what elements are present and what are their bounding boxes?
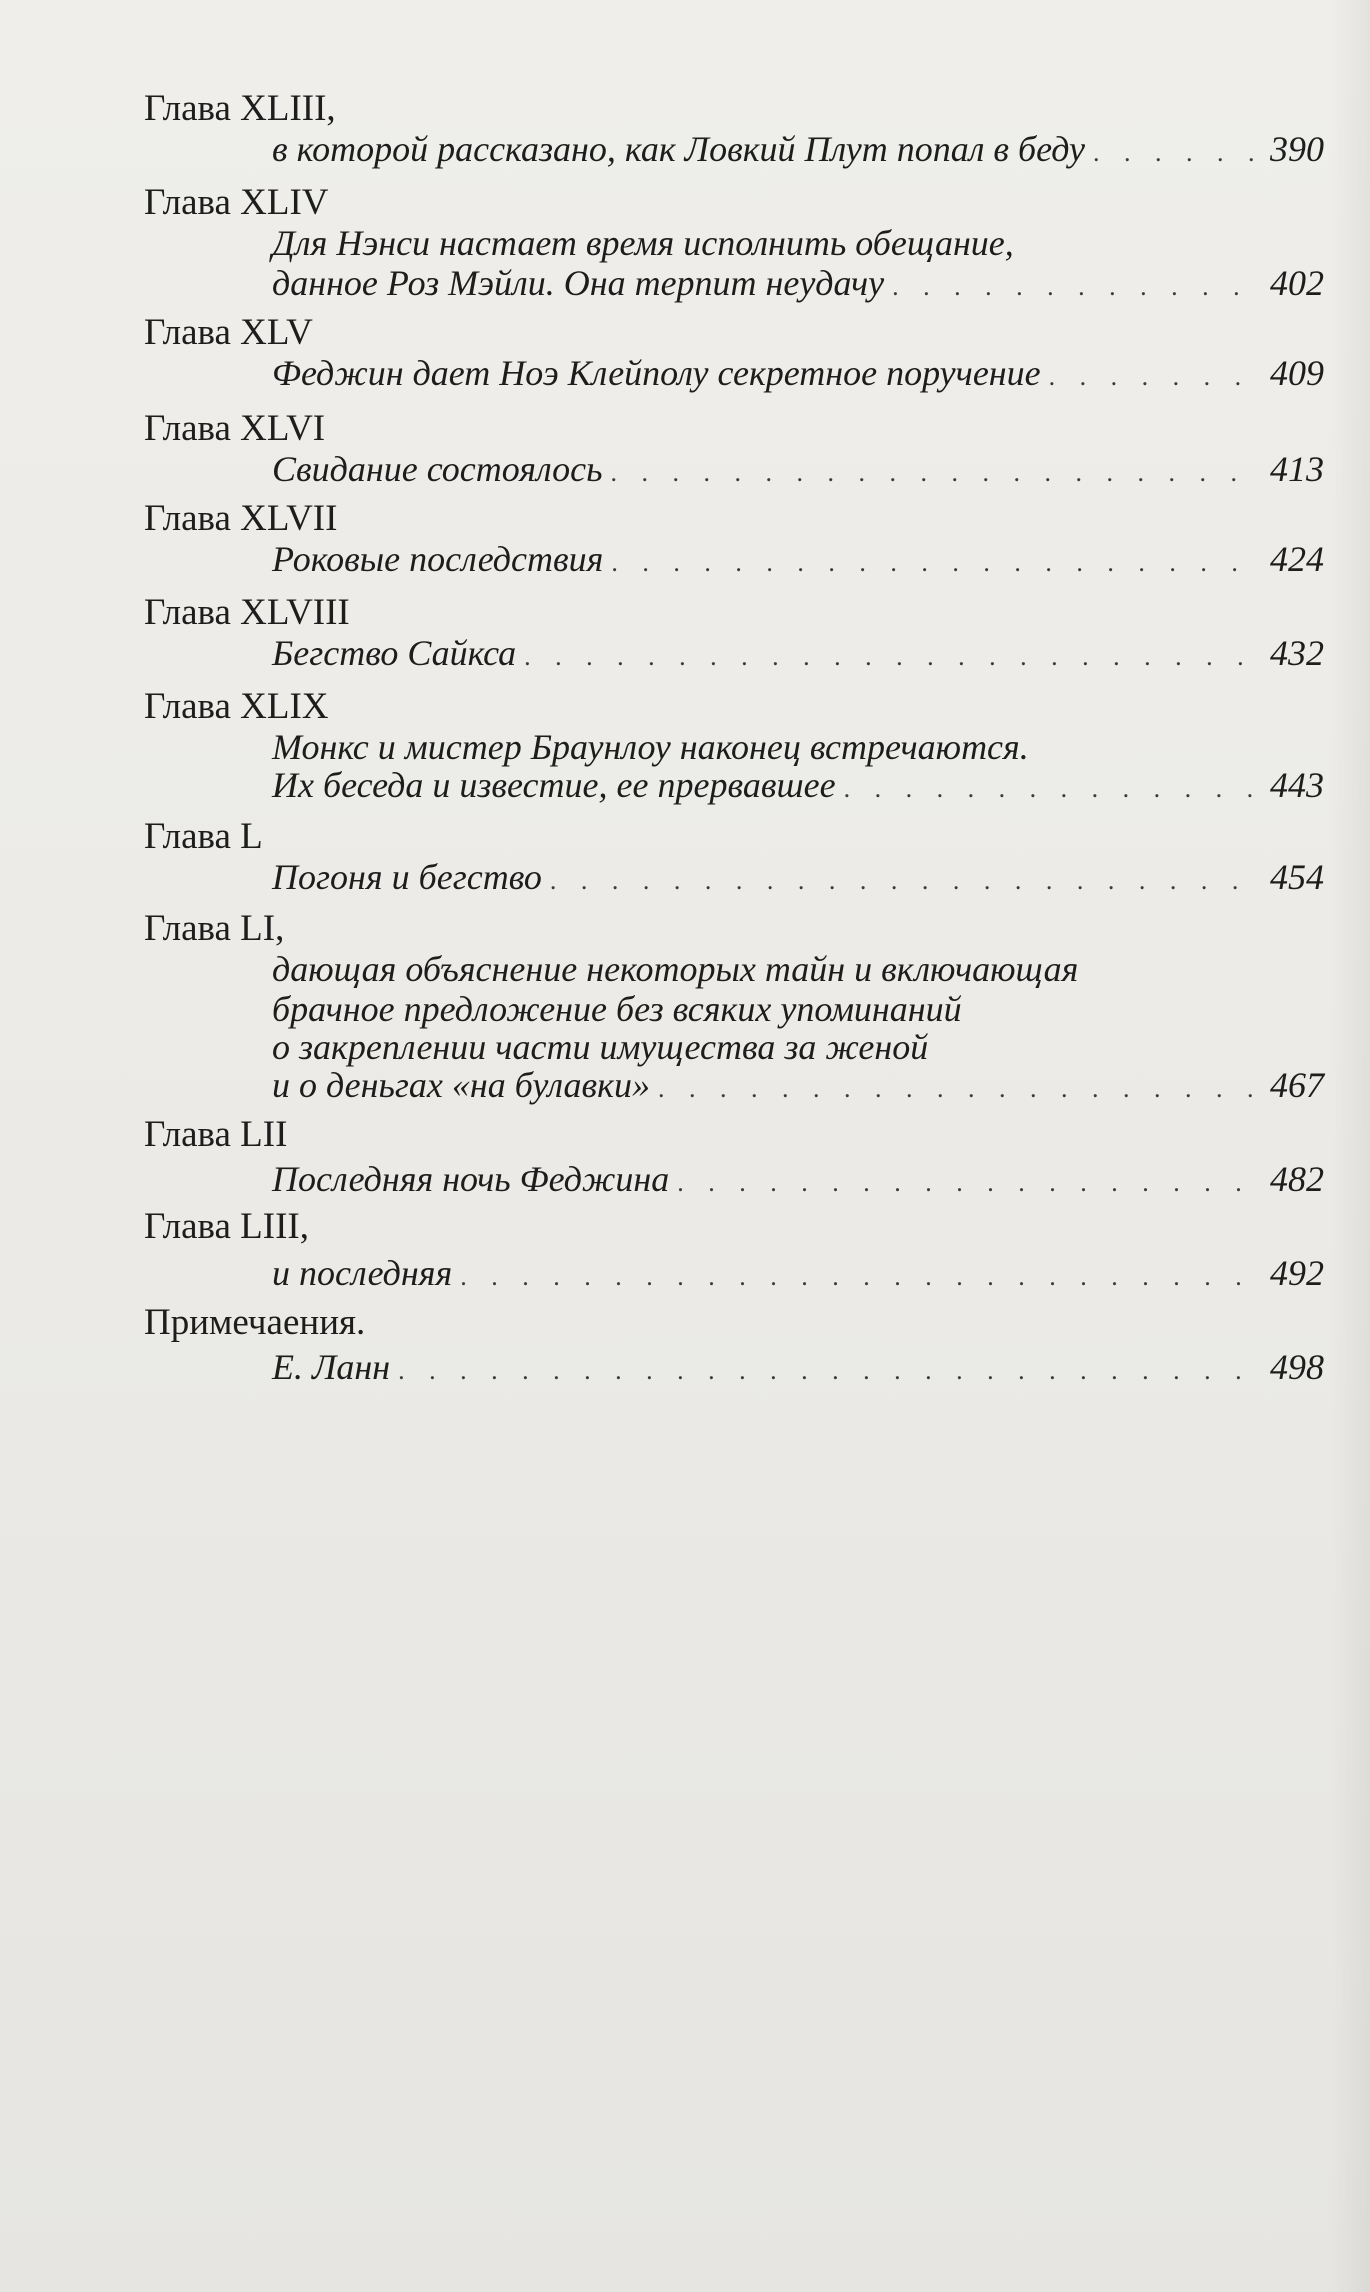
page-number: 390 xyxy=(1270,129,1324,169)
chapter-title: Бегство Сайкса xyxy=(272,633,517,673)
chapter-title: Монкс и мистер Браунлоу наконец встречаются. xyxy=(272,727,1029,767)
toc-entry-line xyxy=(272,764,1324,810)
chapter-title: данное Роз Мэйли. Она терпит неудачу xyxy=(272,263,885,303)
dot-leader xyxy=(524,636,1262,678)
chapter-title: брачное предложение без всяких упоминаний xyxy=(272,989,962,1029)
chapter-heading: Глава XLIV xyxy=(144,182,329,223)
toc-entry-line xyxy=(272,262,1324,308)
toc-entry-line xyxy=(272,1064,1324,1110)
dot-leader xyxy=(844,768,1262,810)
page-number: 467 xyxy=(1270,1065,1324,1105)
toc-entry-line xyxy=(272,856,1324,902)
dot-leader xyxy=(1049,356,1262,398)
chapter-title: Роковые последствия xyxy=(272,539,604,579)
dot-leader xyxy=(658,1068,1262,1110)
chapter-title: Их беседа и известие, ее прервавшее xyxy=(272,765,836,805)
toc-entry-line xyxy=(272,352,1324,398)
dot-leader xyxy=(611,452,1262,494)
chapter-title: Последняя ночь Феджина xyxy=(272,1159,670,1199)
page-number: 482 xyxy=(1270,1159,1324,1199)
dot-leader xyxy=(677,1162,1262,1204)
page-number: 454 xyxy=(1270,857,1324,897)
chapter-heading: Примечаения. xyxy=(144,1302,366,1343)
chapter-heading: Глава XLV xyxy=(144,312,313,353)
toc-entry-line xyxy=(272,1252,1324,1298)
toc-entry-line xyxy=(272,632,1324,678)
page-number: 409 xyxy=(1270,353,1324,393)
dot-leader xyxy=(398,1350,1262,1392)
chapter-heading: Глава XLVI xyxy=(144,408,326,449)
dot-leader xyxy=(611,542,1262,584)
dot-leader xyxy=(1093,132,1262,174)
toc-entry-line xyxy=(272,128,1324,174)
dot-leader xyxy=(892,266,1262,308)
toc-entry-line xyxy=(272,538,1324,584)
chapter-title: в которой рассказано, как Ловкий Плут попал в беду xyxy=(272,129,1085,169)
chapter-heading: Глава XLVIII xyxy=(144,592,350,633)
dot-leader xyxy=(460,1256,1262,1298)
page-number: 432 xyxy=(1270,633,1324,673)
chapter-heading: Глава XLVII xyxy=(144,498,338,539)
chapter-title: Для Нэнси настает время исполнить обещание, xyxy=(272,223,1014,263)
dot-leader xyxy=(550,860,1262,902)
chapter-heading: Глава LIII, xyxy=(144,1206,309,1247)
chapter-heading: Глава LII xyxy=(144,1114,288,1155)
toc-entry-line xyxy=(272,448,1324,494)
chapter-title: Феджин дает Ноэ Клейполу секретное поручение xyxy=(272,353,1041,393)
toc-entry-line xyxy=(272,1158,1324,1204)
page-number: 443 xyxy=(1270,765,1324,805)
chapter-heading: Глава XLIX xyxy=(144,686,329,727)
chapter-title: и последняя xyxy=(272,1253,453,1293)
toc-entry-line xyxy=(272,1346,1324,1392)
chapter-title: Свидание состоялось xyxy=(272,449,603,489)
chapter-heading: Глава LI, xyxy=(144,908,285,949)
chapter-heading: Глава XLIII, xyxy=(144,88,336,129)
page-number: 498 xyxy=(1270,1347,1324,1387)
page-number: 424 xyxy=(1270,539,1324,579)
chapter-title: о закреплении части имущества за женой xyxy=(272,1027,929,1067)
page-number: 402 xyxy=(1270,263,1324,303)
chapter-title: Е. Ланн xyxy=(272,1347,391,1387)
chapter-title: дающая объяснение некоторых тайн и включающая xyxy=(272,949,1079,989)
chapter-title: и о деньгах «на булавки» xyxy=(272,1065,650,1105)
page-number: 413 xyxy=(1270,449,1324,489)
page-number: 492 xyxy=(1270,1253,1324,1293)
chapter-heading: Глава L xyxy=(144,816,263,857)
chapter-title: Погоня и бегство xyxy=(272,857,542,897)
